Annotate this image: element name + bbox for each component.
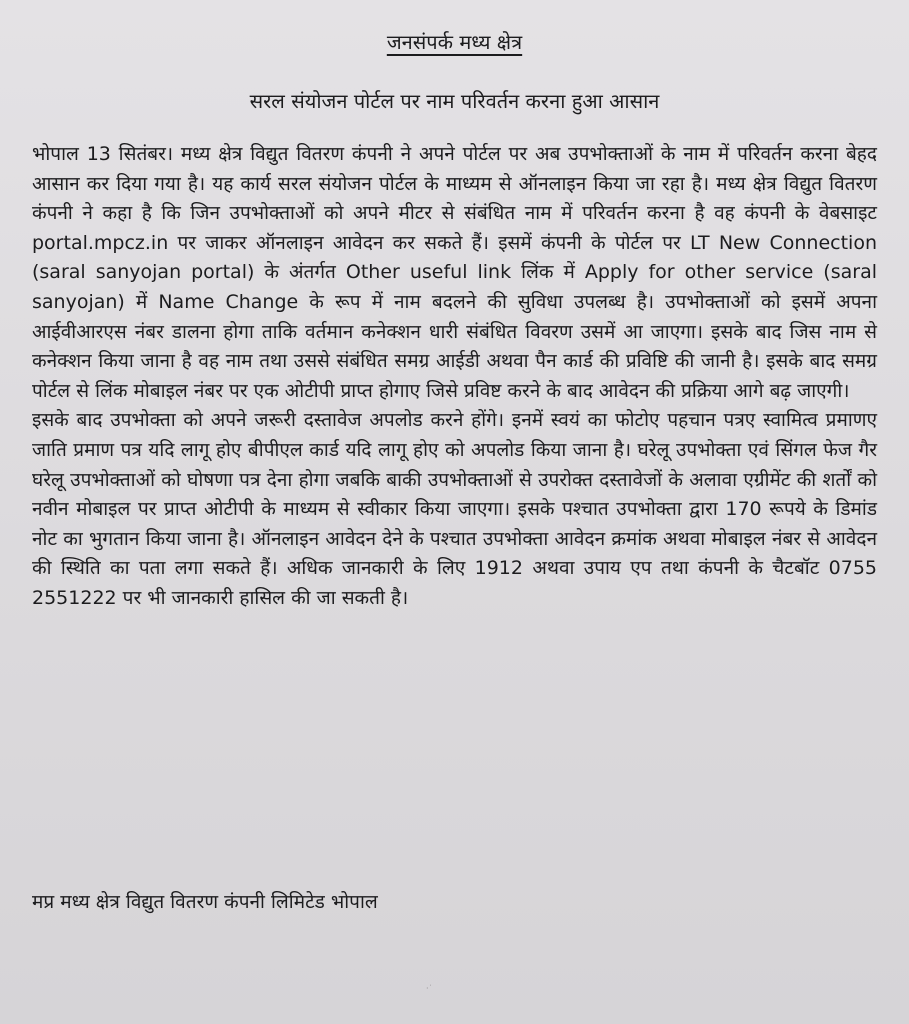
section-heading-text: जनसंपर्क मध्य क्षेत्र	[386, 30, 523, 54]
article-body	[32, 140, 877, 614]
signature-line: मप्र मध्य क्षेत्र विद्युत वितरण कंपनी लिमिटेड भोपाल	[32, 891, 378, 913]
paper-speck: ·˙	[426, 984, 433, 993]
section-heading	[0, 28, 909, 56]
paragraph-2: इसके बाद उपभोक्ता को अपने जरूरी दस्तावेज अपलोड करने होंगे। इनमें स्वयं का फोटोए पहचान पत्रए स्वामित्व प्रमाणए जाति प्रमाण पत्र यदि लागू होए बीपीएल कार्ड यदि लागू होए को अपलोड किया जाना है। घरेलू उपभोक्ता एवं सिंगल फेज गैर घरेलू उपभोक्ताओं को घोषणा पत्र देना होगा जबकि बाकी उपभोक्ताओं से उपरोक्त दस्तावेजों के अलावा एग्रीमेंट की शर्तों को नवीन मोबाइल पर प्राप्त ओटीपी के माध्यम से स्वीकार किया जाएगा। इसके पश्चात उपभोक्ता द्वारा 170 रूपये के डिमांड नोट का भुगतान किया जाना है। ऑनलाइन आवेदन देने के पश्चात उपभोक्ता आवेदन क्रमांक अथवा मोबाइल नंबर से आवेदन की स्थिति का पता लगा सकते हैं। अधिक जानकारी के लिए 1912 अथवा उपाय एप तथा कंपनी के चैटबॉट 0755 2551222 पर भी जानकारी हासिल की जा सकती है।	[32, 409, 877, 609]
paragraph-1: भोपाल 13 सितंबर। मध्य क्षेत्र विद्युत वितरण कंपनी ने अपने पोर्टल पर अब उपभोक्ताओं के नाम में परिवर्तन करना बेहद आसान कर दिया गया है। यह कार्य सरल संयोजन पोर्टल के माध्यम से ऑनलाइन किया जा रहा है। मध्य क्षेत्र विद्युत वितरण कंपनी ने कहा है कि जिन उपभोक्ताओं को अपने मीटर से संबंधित नाम में परिवर्तन करना है वह कंपनी के वेबसाइट portal.mpcz.in पर जाकर ऑनलाइन आवेदन कर सकते हैं। इसमें कंपनी के पोर्टल पर LT New Connection (saral sanyojan portal) के अंतर्गत Other useful link लिंक में Apply for other service (saral sanyojan) में Name Change के रूप में नाम बदलने की सुविधा उपलब्ध है। उपभोक्ताओं को इसमें अपना आईवीआरएस नंबर डालना होगा ताकि वर्तमान कनेक्शन धारी संबंधित विवरण उसमें आ जाएगा। इसके बाद जिस नाम से कनेक्शन किया जाना है वह नाम तथा उससे संबंधित समग्र आईडी अथवा पैन कार्ड की प्रविष्टि की जानी है। इसके बाद समग्र पोर्टल से लिंक मोबाइल नंबर पर एक ओटीपी प्राप्त होगाए जिसे प्रविष्ट करने के बाद आवेदन की प्रक्रिया आगे बढ़ जाएगी।	[32, 143, 877, 402]
page-title: सरल संयोजन पोर्टल पर नाम परिवर्तन करना हुआ आसान	[249, 89, 660, 113]
